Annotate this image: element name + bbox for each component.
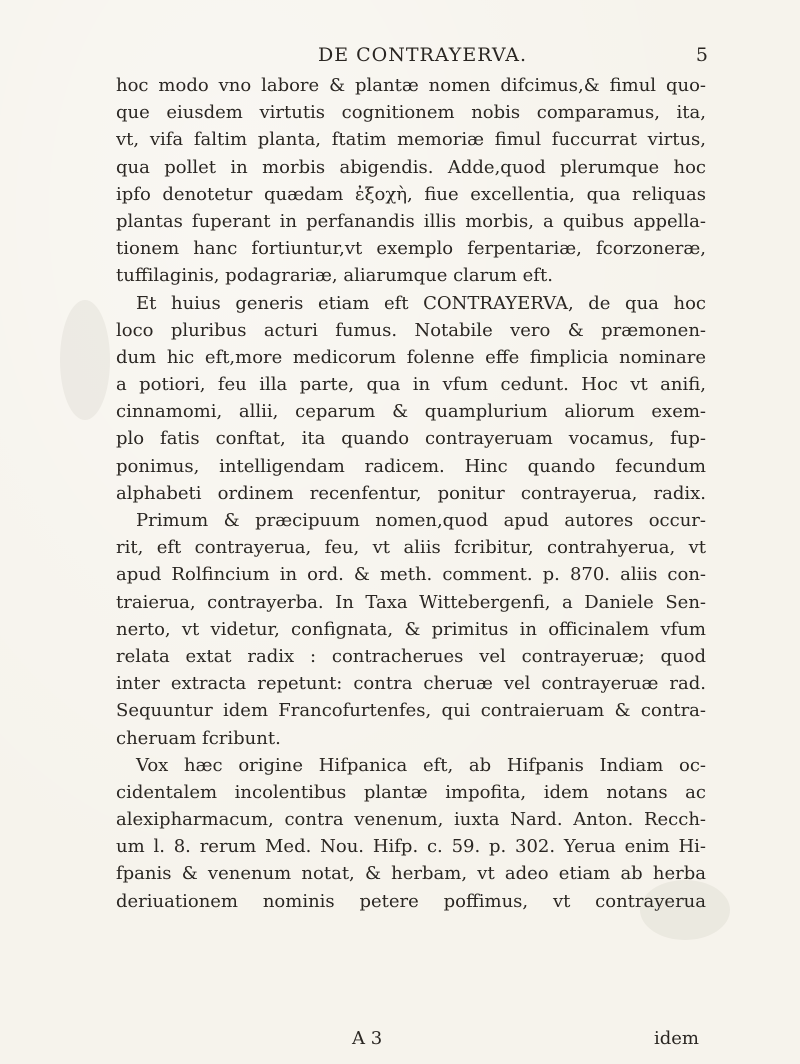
text-line: deriuationem nominis petere poffimus, vt contrayerua <box>116 890 706 912</box>
text-line: Vox hæc origine Hifpanica eft, ab Hifpanis Indiam oc- <box>136 754 706 776</box>
text-line: cidentalem incolentibus plantæ impofita, idem notans ac <box>116 781 706 803</box>
text-line: plo fatis conftat, ita quando contrayeruam vocamus, fup- <box>116 428 706 450</box>
text-line: Et huius generis etiam eft CONTRAYERVA, de qua hoc <box>136 292 706 314</box>
paper-stain <box>60 300 110 420</box>
text-line: tionem hanc fortiuntur,vt exemplo ferpentariæ, fcorzoneræ, <box>116 238 706 260</box>
text-line: dum hic eft,more medicorum folenne effe fimplicia nominare <box>116 346 706 368</box>
text-line: qua pollet in morbis abigendis. Adde,quod plerumque hoc <box>116 156 706 178</box>
text-line: plantas fuperant in perfanandis illis morbis, a quibus appella- <box>116 210 706 232</box>
text-line: alphabeti ordinem recenfentur, ponitur contrayerua, radix. <box>116 482 706 504</box>
text-line: Primum & præcipuum nomen,quod apud autores occur- <box>136 510 706 531</box>
page-number: 5 <box>695 44 708 66</box>
text-line: alexipharmacum, contra venenum, iuxta Nard. Anton. Recch- <box>116 809 706 831</box>
text-line: ipfo denotetur quædam ἐξοχὴ, fiue excellentia, qua reliquas <box>116 183 706 205</box>
text-line: ponimus, intelligendam radicem. Hinc quando fecundum <box>116 455 706 477</box>
text-line: rit, eft contrayerua, feu, vt aliis fcribitur, contrahyerua, vt <box>116 537 706 559</box>
catchword: idem <box>654 1028 699 1049</box>
text-line: cinnamomi, allii, ceparum & quamplurium aliorum exem- <box>116 401 706 423</box>
running-head <box>0 44 800 74</box>
running-title: DE CONTRAYERVA. <box>318 44 528 66</box>
signature-mark: A 3 <box>352 1028 383 1049</box>
text-line: inter extracta repetunt: contra cheruæ vel contrayeruæ rad. <box>116 673 706 695</box>
text-line: relata extat radix : contracherues vel contrayeruæ; quod <box>116 645 706 667</box>
text-line: hoc modo vno labore & plantæ nomen difcimus,& fimul quo- <box>116 75 706 96</box>
text-line: um l. 8. rerum Med. Nou. Hifp. c. 59. p. 302. Yerua enim Hi- <box>116 836 706 858</box>
text-line: tuffilaginis, podagrariæ, aliarumque clarum eft. <box>116 265 553 287</box>
body-text <box>116 72 706 915</box>
text-line: Sequuntur idem Francofurtenfes, qui contraieruam & contra- <box>116 700 706 722</box>
text-line: apud Rolfincium in ord. & meth. comment. p. 870. aliis con- <box>116 564 706 586</box>
text-line: cheruam fcribunt. <box>116 727 281 749</box>
text-line: loco pluribus acturi fumus. Notabile vero & præmonen- <box>116 319 706 341</box>
text-line: fpanis & venenum notat, & herbam, vt adeo etiam ab herba <box>116 863 706 885</box>
text-line: vt, vifa faltim planta, ftatim memoriæ fimul fuccurrat virtus, <box>116 129 706 151</box>
text-line: que eiusdem virtutis cognitionem nobis comparamus, ita, <box>116 102 706 124</box>
text-line: traierua, contrayerba. In Taxa Wittebergenfi, a Daniele Sen- <box>116 591 706 613</box>
text-line: nerto, vt videtur, confignata, & primitus in officinalem vfum <box>116 618 706 640</box>
text-line: a potiori, feu illa parte, qua in vfum cedunt. Hoc vt anifi, <box>116 374 706 396</box>
